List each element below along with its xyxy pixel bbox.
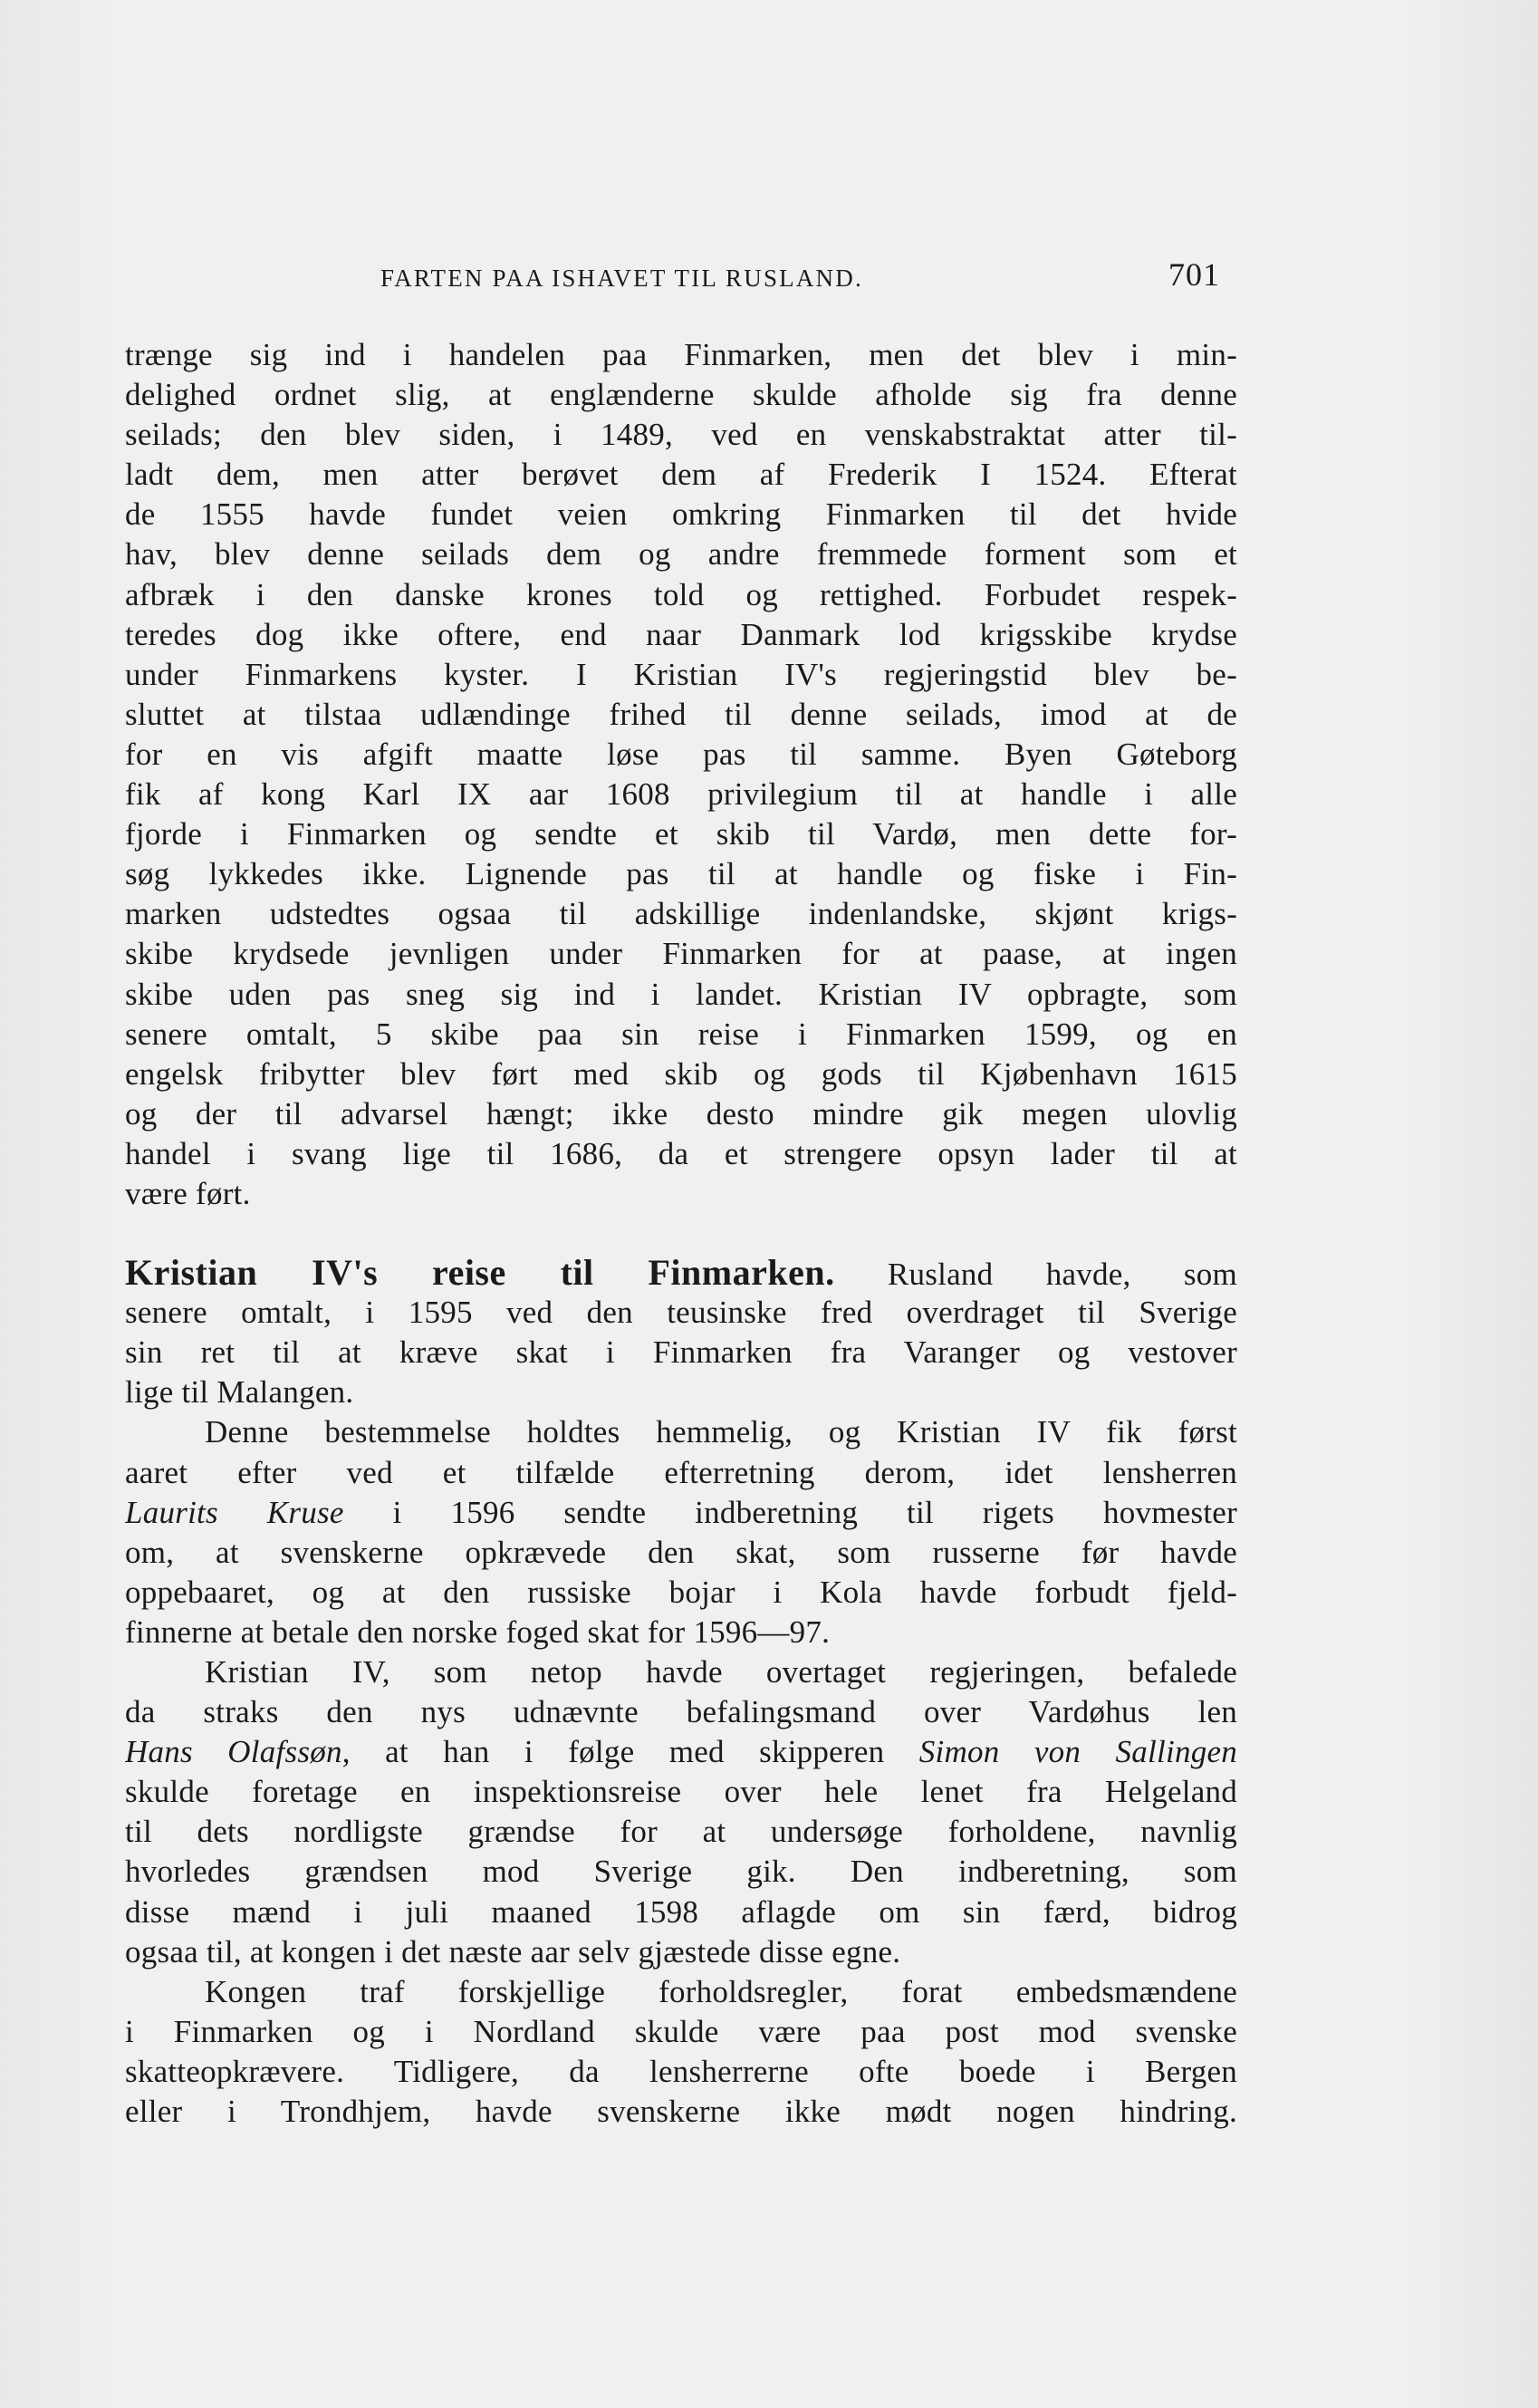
text-line: lige til Malangen. — [125, 1374, 354, 1411]
text-line: marken udstedtes ogsaa til adskillige indenlandske, skjønt krigs- — [125, 896, 1237, 932]
text-line: fjorde i Finmarken og sendte et skib til Vardø, men dette for- — [125, 816, 1237, 852]
text-line: ogsaa til, at kongen i det næste aar selv gjæstede disse egne. — [125, 1933, 901, 1970]
running-title: FARTEN PAA ISHAVET TIL RUSLAND. — [380, 265, 863, 292]
text-line: de 1555 havde fundet veien omkring Finmarken til det hvide — [125, 496, 1237, 533]
text-line: søg lykkedes ikke. Lignende pas til at handle og fiske i Fin- — [125, 856, 1237, 892]
text-line: sluttet at tilstaa udlændinge frihed til denne seilads, imod at de — [125, 696, 1237, 732]
text-line: engelsk fribytter blev ført med skib og gods til Kjøbenhavn 1615 — [125, 1055, 1237, 1092]
text-line: oppebaaret, og at den russiske bojar i Kola havde forbudt fjeld- — [125, 1574, 1237, 1610]
text-line: finnerne at betale den norske foged skat for 1596—97. — [125, 1613, 831, 1650]
paragraph-5 — [125, 1972, 1237, 2132]
text-line: Kristian IV, som netop havde overtaget regjeringen, befalede — [205, 1654, 1237, 1690]
page-body — [125, 335, 1237, 2132]
text-line: ladt dem, men atter berøvet dem af Frederik I 1524. Efterat — [125, 457, 1237, 493]
text-span: , at han i følge med skipperen — [341, 1734, 919, 1770]
text-line: disse mænd i juli maaned 1598 aflagde om sin færd, bidrog — [125, 1893, 1237, 1930]
text-line: Denne bestemmelse holdtes hemmelig, og Kristian IV fik først — [205, 1414, 1237, 1450]
person-name: Simon von Sallingen — [918, 1734, 1237, 1770]
text-line: skibe uden pas sneg sig ind i landet. Kristian IV opbragte, som — [125, 976, 1237, 1012]
text-line: delighed ordnet slig, at englænderne skulde afholde sig fra denne — [125, 377, 1237, 413]
text-line: handel i svang lige til 1686, da et strengere opsyn lader til at — [125, 1135, 1237, 1171]
text-line: hvorledes grændsen mod Sverige gik. Den indberetning, som — [125, 1854, 1237, 1890]
text-line: være ført. — [125, 1175, 251, 1211]
text-line: eller i Trondhjem, havde svenskerne ikke mødt nogen hindring. — [125, 2094, 1237, 2130]
page-header — [127, 255, 1236, 301]
text-line: skulde foretage en inspektionsreise over hele lenet fra Helgeland — [125, 1774, 1237, 1810]
text-line: afbræk i den danske krones told og rettighed. Forbudet respek- — [125, 576, 1237, 612]
text-line: Kongen traf forskjellige forholdsregler, forat embedsmændene — [205, 1973, 1237, 2009]
text-line: teredes dog ikke oftere, end naar Danmark lod krigsskibe krydse — [125, 616, 1237, 652]
text-line: under Finmarkens kyster. I Kristian IV's regjeringstid blev be- — [125, 656, 1237, 692]
text-line: da straks den nys udnævnte befalingsmand over Vardøhus len — [125, 1694, 1237, 1730]
text-line: skibe krydsede jevnligen under Finmarken for at paase, at ingen — [125, 936, 1237, 972]
text-line: skatteopkrævere. Tidligere, da lensherrerne ofte boede i Bergen — [125, 2053, 1237, 2089]
text-span: Rusland havde, som — [834, 1257, 1237, 1293]
paragraph-1 — [125, 335, 1237, 1214]
text-line: hav, blev denne seilads dem og andre fremmede forment som et — [125, 536, 1237, 573]
paragraph-4 — [125, 1652, 1237, 1972]
person-name: Laurits Kruse — [125, 1494, 344, 1530]
text-line — [125, 1732, 1237, 1772]
text-line: fik af kong Karl IX aar 1608 privilegium til at handle i alle — [125, 776, 1237, 813]
text-line: om, at svenskerne opkrævede den skat, som russerne før havde — [125, 1534, 1237, 1570]
text-line — [125, 1493, 1237, 1533]
paragraph-3 — [125, 1412, 1237, 1652]
text-line: trænge sig ind i handelen paa Finmarken, men det blev i min- — [125, 337, 1237, 372]
text-line: senere omtalt, i 1595 ved den teusinske fred overdraget til Sverige — [125, 1295, 1237, 1331]
text-line: og der til advarsel hængt; ikke desto mindre gik megen ulovlig — [125, 1095, 1237, 1132]
text-span: i 1596 sendte indberetning til rigets hovmester — [343, 1494, 1237, 1530]
person-name: Hans Olafssøn — [125, 1734, 342, 1770]
text-line: sin ret til at kræve skat i Finmarken fra Varanger og vestover — [125, 1334, 1237, 1371]
text-line: for en vis afgift maatte løse pas til samme. Byen Gøteborg — [125, 736, 1237, 772]
text-line: til dets nordligste grændse for at undersøge forholdene, navnlig — [125, 1814, 1237, 1850]
section-kristian-iv-reise — [125, 1253, 1237, 1412]
section-heading-line — [125, 1253, 1237, 1293]
text-line: senere omtalt, 5 skibe paa sin reise i Finmarken 1599, og en — [125, 1016, 1237, 1052]
text-line: seilads; den blev siden, i 1489, ved en venskabstraktat atter til- — [125, 417, 1237, 453]
section-heading: Kristian IV's reise til Finmarken. — [125, 1253, 835, 1294]
page-number: 701 — [1168, 256, 1220, 293]
text-line: aaret efter ved et tilfælde efterretning derom, idet lensherren — [125, 1454, 1237, 1490]
text-line: i Finmarken og i Nordland skulde være paa post mod svenske — [125, 2013, 1237, 2049]
